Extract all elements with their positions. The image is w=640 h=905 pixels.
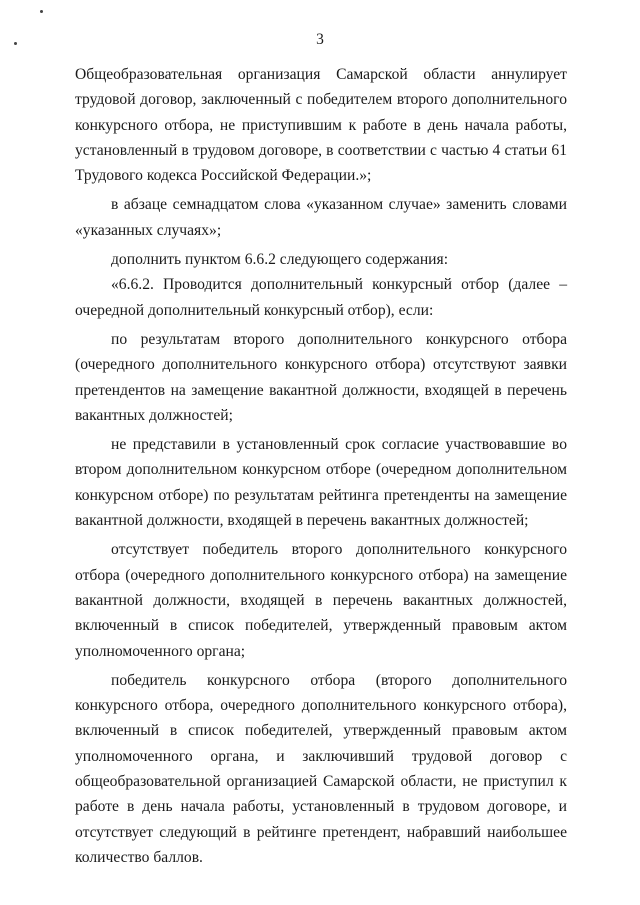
paragraph: отсутствует победитель второго дополнительного конкурсного отбора (очередного дополнительного конкурсного отбора) на замещение вакантной должности, входящей в перечень вакантных должностей, включенный в список победителей, утвержденный правовым актом уполномоченного органа; xyxy=(75,541,567,660)
paragraph: победитель конкурсного отбора (второго дополнительного конкурсного отбора, очередного дополнительного конкурсного отбора), включенный в список победителей, утвержденный правовым актом уполномоченного органа, и заключивший трудовой договор с общеобразовательной организацией Самарской области, не приступил к работе в день начала работы, установленный в трудовом договоре, и отсутствует следующий в рейтинге претендент, набравший наибольшее количество баллов. xyxy=(75,671,567,866)
paragraph: по результатам второго дополнительного конкурсного отбора (очередного дополнительного конкурсного отбора) отсутствуют заявки претендентов на замещение вакантной должности, входящей в перечень вакантных должностей; xyxy=(75,330,567,424)
paragraph: в абзаце семнадцатом слова «указанном случае» заменить словами «указанных случаях»; xyxy=(75,196,567,239)
paragraph: «6.6.2. Проводится дополнительный конкурсный отбор (далее – очередной дополнительный конкурсный отбор), если: xyxy=(75,276,567,319)
scan-speck xyxy=(40,10,43,13)
document-body xyxy=(75,62,567,870)
page-number: 3 xyxy=(316,31,324,48)
paragraph: не представили в установленный срок согласие участвовавшие во втором дополнительном конкурсном отборе (очередном дополнительном конкурсном отборе) по результатам рейтинга претенденты на замещение вакантной должности, входящей в перечень вакантных должностей; xyxy=(75,436,567,530)
paragraph: Общеобразовательная организация Самарской области аннулирует трудовой договор, заключенный с победителем второго дополнительного конкурсного отбора, не приступившим к работе в день начала работы, установленный в трудовом договоре, в соответствии с частью 4 статьи 61 Трудового кодекса Российской Федерации.»; xyxy=(75,66,567,185)
paragraph: дополнить пунктом 6.6.2 следующего содержания: xyxy=(111,251,449,269)
